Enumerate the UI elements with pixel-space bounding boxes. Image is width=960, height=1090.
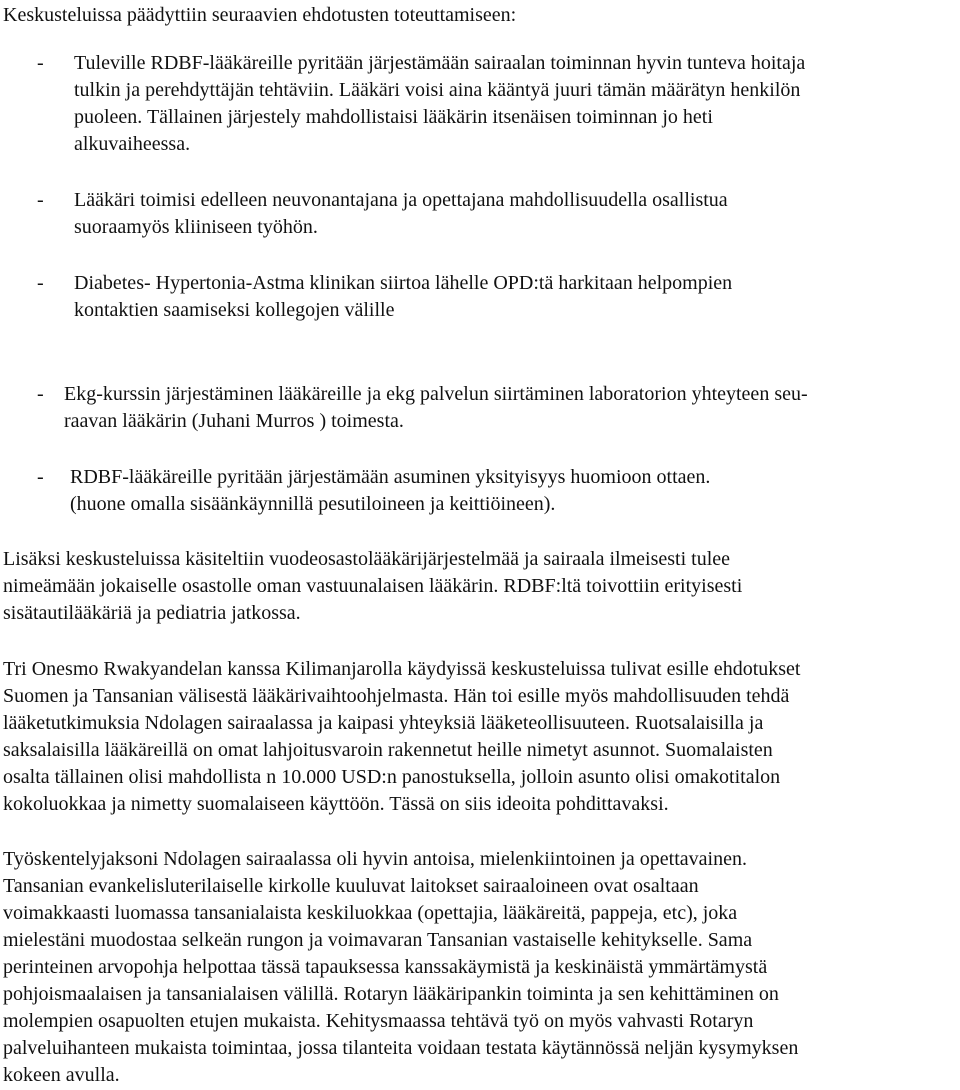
- bullet-content: [64, 381, 808, 435]
- paragraph-line: osalta tällainen olisi mahdollista n 10.000 USD:n panostuksella, jolloin asunto olisi omakotitalon: [3, 766, 781, 788]
- paragraph-line: Tri Onesmo Rwakyandelan kanssa Kilimanjarolla käydyissä keskusteluissa tulivat esille ehdotukset: [3, 658, 801, 680]
- bullet-line: Tuleville RDBF-lääkäreille pyritään järjestämään sairaalan toiminnan hyvin tunteva hoitaja: [74, 52, 806, 74]
- bullet-line: alkuvaiheessa.: [74, 133, 191, 155]
- bullet-line: puoleen. Tällainen järjestely mahdollistaisi lääkärin itsenäisen toiminnan jo heti: [74, 106, 713, 128]
- bullet-item-3: [37, 270, 937, 324]
- paragraph-line: saksalaisilla lääkäreillä on omat lahjoitusvaroin rakennetut heille nimetyt asunnot. Suomalaisten: [3, 739, 773, 761]
- bullet-line: Diabetes- Hypertonia-Astma klinikan siirtoa lähelle OPD:tä harkitaan helpompien: [74, 272, 733, 294]
- bullet-item-1: [37, 50, 937, 158]
- bullet-item-4: [37, 381, 957, 435]
- paragraph-line: palveluihanteen mukaista toimintaa, jossa tilanteita voidaan testata käytännössä neljän kysymyksen: [3, 1037, 799, 1059]
- bullet-item-2: [37, 187, 937, 241]
- bullet-content: [70, 464, 710, 518]
- bullet-line: kontaktien saamiseksi kollegojen välille: [74, 299, 395, 321]
- bullet-dash: -: [37, 272, 44, 294]
- paragraph-line: nimeämään jokaiselle osastolle oman vastuunalaisen lääkärin. RDBF:ltä toivottiin erityisesti: [3, 575, 743, 597]
- bullet-content: [74, 187, 728, 241]
- paragraph-line: kokeen avulla.: [3, 1064, 120, 1086]
- paragraph-line: mielestäni muodostaa selkeän rungon ja voimavaran Tansanian vastaiselle kehitykselle. Sama: [3, 929, 753, 951]
- bullet-dash: -: [37, 383, 44, 405]
- bullet-line: (huone omalla sisäänkäynnillä pesutiloineen ja keittiöineen).: [70, 493, 556, 515]
- bullet-content: [74, 50, 805, 158]
- paragraph-line: Tansanian evankelisluterilaiselle kirkolle kuuluvat laitokset sairaaloineen ovat osaltaan: [3, 875, 699, 897]
- paragraph-line: voimakkaasti luomassa tansanialaista keskiluokkaa (opettajia, lääkäreitä, pappeja, etc), joka: [3, 902, 738, 924]
- intro-text: [3, 2, 516, 29]
- bullet-line: Ekg-kurssin järjestäminen lääkäreille ja ekg palvelun siirtäminen laboratorion yhteyteen seu-: [64, 383, 808, 405]
- paragraph-line: Lisäksi keskusteluissa käsiteltiin vuodeosastolääkärijärjestelmää ja sairaala ilmeisesti tulee: [3, 548, 731, 570]
- paragraph-line: Suomen ja Tansanian välisestä lääkärivaihtoohjelmasta. Hän toi esille myös mahdollisuuden tehdä: [3, 685, 790, 707]
- bullet-item-5: [37, 464, 937, 518]
- paragraph-1: [3, 546, 742, 627]
- bullet-dash: -: [37, 466, 44, 488]
- bullet-content: [74, 270, 732, 324]
- paragraph-line: lääketutkimuksia Ndolagen sairaalassa ja kaipasi yhteyksiä lääketeollisuuteen. Ruotsalaisilla ja: [3, 712, 764, 734]
- paragraph-3: [3, 846, 798, 1089]
- paragraph-line: molempien osapuolten etujen mukaista. Kehitysmaassa tehtävä työ on myös vahvasti Rotaryn: [3, 1010, 754, 1032]
- paragraph-2: [3, 656, 800, 818]
- bullet-dash: -: [37, 189, 44, 211]
- intro-line: Keskusteluissa päädyttiin seuraavien ehdotusten toteuttamiseen:: [3, 4, 517, 26]
- paragraph-line: kokoluokkaa ja nimetty suomalaiseen käyttöön. Tässä on siis ideoita pohdittavaksi.: [3, 793, 669, 815]
- paragraph-line: pohjoismaalaisen ja tansanialaisen välillä. Rotaryn lääkäripankin toiminta ja sen kehittäminen on: [3, 983, 779, 1005]
- paragraph-line: Työskentelyjaksoni Ndolagen sairaalassa oli hyvin antoisa, mielenkiintoinen ja opettavainen.: [3, 848, 747, 870]
- paragraph-line: sisätautilääkäriä ja pediatria jatkossa.: [3, 602, 301, 624]
- bullet-line: tulkin ja perehdyttäjän tehtäviin. Lääkäri voisi aina kääntyä juuri tämän määrätyn henkilön: [74, 79, 801, 101]
- bullet-dash: -: [37, 52, 44, 74]
- bullet-line: suoraamyös kliiniseen työhön.: [74, 216, 318, 238]
- bullet-line: raavan lääkärin (Juhani Murros ) toimesta.: [64, 410, 404, 432]
- bullet-line: RDBF-lääkäreille pyritään järjestämään asuminen yksityisyys huomioon ottaen.: [70, 466, 711, 488]
- bullet-line: Lääkäri toimisi edelleen neuvonantajana ja opettajana mahdollisuudella osallistua: [74, 189, 728, 211]
- paragraph-line: perinteinen arvopohja helpottaa tässä tapauksessa kanssakäymistä ja keskinäistä ymmärtämystä: [3, 956, 768, 978]
